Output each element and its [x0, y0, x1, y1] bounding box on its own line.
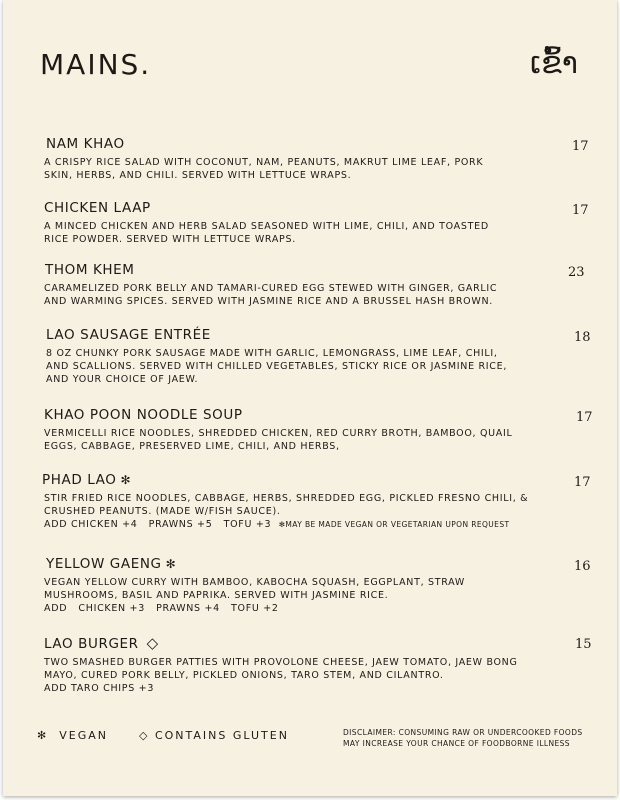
legend-vegan [37, 729, 108, 742]
menu-item-yellow-gaeng [44, 556, 589, 615]
legend-vegan-label: VEGAN [59, 729, 108, 742]
dish-price: 16 [574, 559, 591, 574]
dish-description: A MINCED CHICKEN AND HERB SALAD SEASONED WITH LIME, CHILI, AND TOASTED RICE POWDER. SERVED WITH LETTUCE WRAPS. [44, 221, 489, 245]
dish-addons: ADD TARO CHIPS +3 [44, 682, 155, 694]
menu-item-phad-lao [44, 472, 589, 531]
menu-item-lao-burger [44, 634, 592, 695]
dish-addons: ADD CHICKEN +4 PRAWNS +5 TOFU +3 [44, 518, 279, 530]
menu-item-chicken-laap [44, 200, 589, 247]
dish-price: 17 [572, 139, 589, 154]
dish-description: TWO SMASHED BURGER PATTIES WITH PROVOLONE CHEESE, JAEW TOMATO, JAEW BONG MAYO, CURED PORK BELLY, PICKLED ONIONS, TARO STEM, AND CILANTRO. [44, 657, 518, 681]
dish-description: VERMICELLI RICE NOODLES, SHREDDED CHICKEN, RED CURRY BROTH, BAMBOO, QUAIL EGGS, CABBAGE, PRESERVED LIME, CHILI, AND HERBS, [44, 428, 513, 452]
dish-name: LAO BURGER [44, 636, 139, 652]
dish-description: STIR FRIED RICE NOODLES, CABBAGE, HERBS, SHREDDED EGG, PICKLED FRESNO CHILI, & CRUSHED PEANUTS. (MADE W/FISH SAUCE). [44, 493, 529, 517]
dish-price: 15 [575, 637, 592, 652]
dish-addons: ADD CHICKEN +3 PRAWNS +4 TOFU +2 [44, 602, 279, 614]
vegan-note: ✻MAY BE MADE VEGAN OR VEGETARIAN UPON REQUEST [278, 519, 510, 529]
lao-script-heading: ເຂົ້າ [530, 46, 578, 81]
dish-addons-row [44, 519, 589, 532]
dish-description: CARAMELIZED PORK BELLY AND TAMARI-CURED EGG STEWED WITH GINGER, GARLIC AND WARMING SPICES. SERVED WITH JASMINE RICE AND A BRUSSEL HASH BROWN. [44, 283, 498, 307]
dish-price: 23 [568, 265, 585, 280]
vegan-icon: ✻ [37, 729, 49, 742]
dish-description: 8 OZ CHUNKY PORK SAUSAGE MADE WITH GARLIC, LEMONGRASS, LIME LEAF, CHILI, AND SCALLIONS. SERVED WITH CHILLED VEGETABLES, STICKY RICE OR JASMINE RICE, AND YOUR CHOICE OF JAEW. [46, 348, 508, 385]
legend-gluten-label: CONTAINS GLUTEN [154, 729, 289, 742]
dish-price: 17 [574, 475, 591, 490]
dish-name: CHICKEN LAAP [44, 200, 151, 216]
gluten-icon: ◇ [146, 634, 159, 652]
gluten-icon: ◇ [139, 729, 150, 742]
menu-item-khao-poon [44, 407, 593, 454]
menu-item-nam-khao [44, 136, 589, 183]
dish-name: PHAD LAO [42, 472, 117, 488]
vegan-icon: ✻ [120, 473, 132, 487]
dish-name: KHAO POON NOODLE SOUP [44, 407, 243, 423]
menu-item-thom-khem [44, 262, 589, 309]
dish-name: NAM KHAO [46, 136, 125, 152]
dish-name: LAO SAUSAGE ENTRÉE [46, 327, 211, 343]
dish-name: THOM KHEM [45, 262, 135, 278]
dish-name-row [44, 634, 589, 652]
dish-price: 18 [574, 330, 591, 345]
vegan-icon: ✻ [165, 557, 177, 571]
legend-gluten [139, 729, 289, 742]
dish-name-row [42, 472, 589, 488]
dish-name-row [46, 556, 589, 572]
menu-item-lao-sausage [44, 327, 589, 386]
dish-description: A CRISPY RICE SALAD WITH COCONUT, NAM, PEANUTS, MAKRUT LIME LEAF, PORK SKIN, HERBS, AND CHILI. SERVED WITH LETTUCE WRAPS. [44, 157, 484, 181]
dish-price: 17 [576, 410, 593, 425]
dish-description: VEGAN YELLOW CURRY WITH BAMBOO, KABOCHA SQUASH, EGGPLANT, STRAW MUSHROOMS, BASIL AND PAPRIKA. SERVED WITH JASMINE RICE. [44, 577, 465, 601]
dish-price: 17 [572, 203, 589, 218]
menu-page [3, 0, 617, 796]
page-title: MAINS. [40, 48, 152, 81]
dish-name: YELLOW GAENG [46, 556, 162, 572]
disclaimer: DISCLAIMER: CONSUMING RAW OR UNDERCOOKED FOODS MAY INCREASE YOUR CHANCE OF FOODBORNE ILLNESS [343, 728, 583, 748]
